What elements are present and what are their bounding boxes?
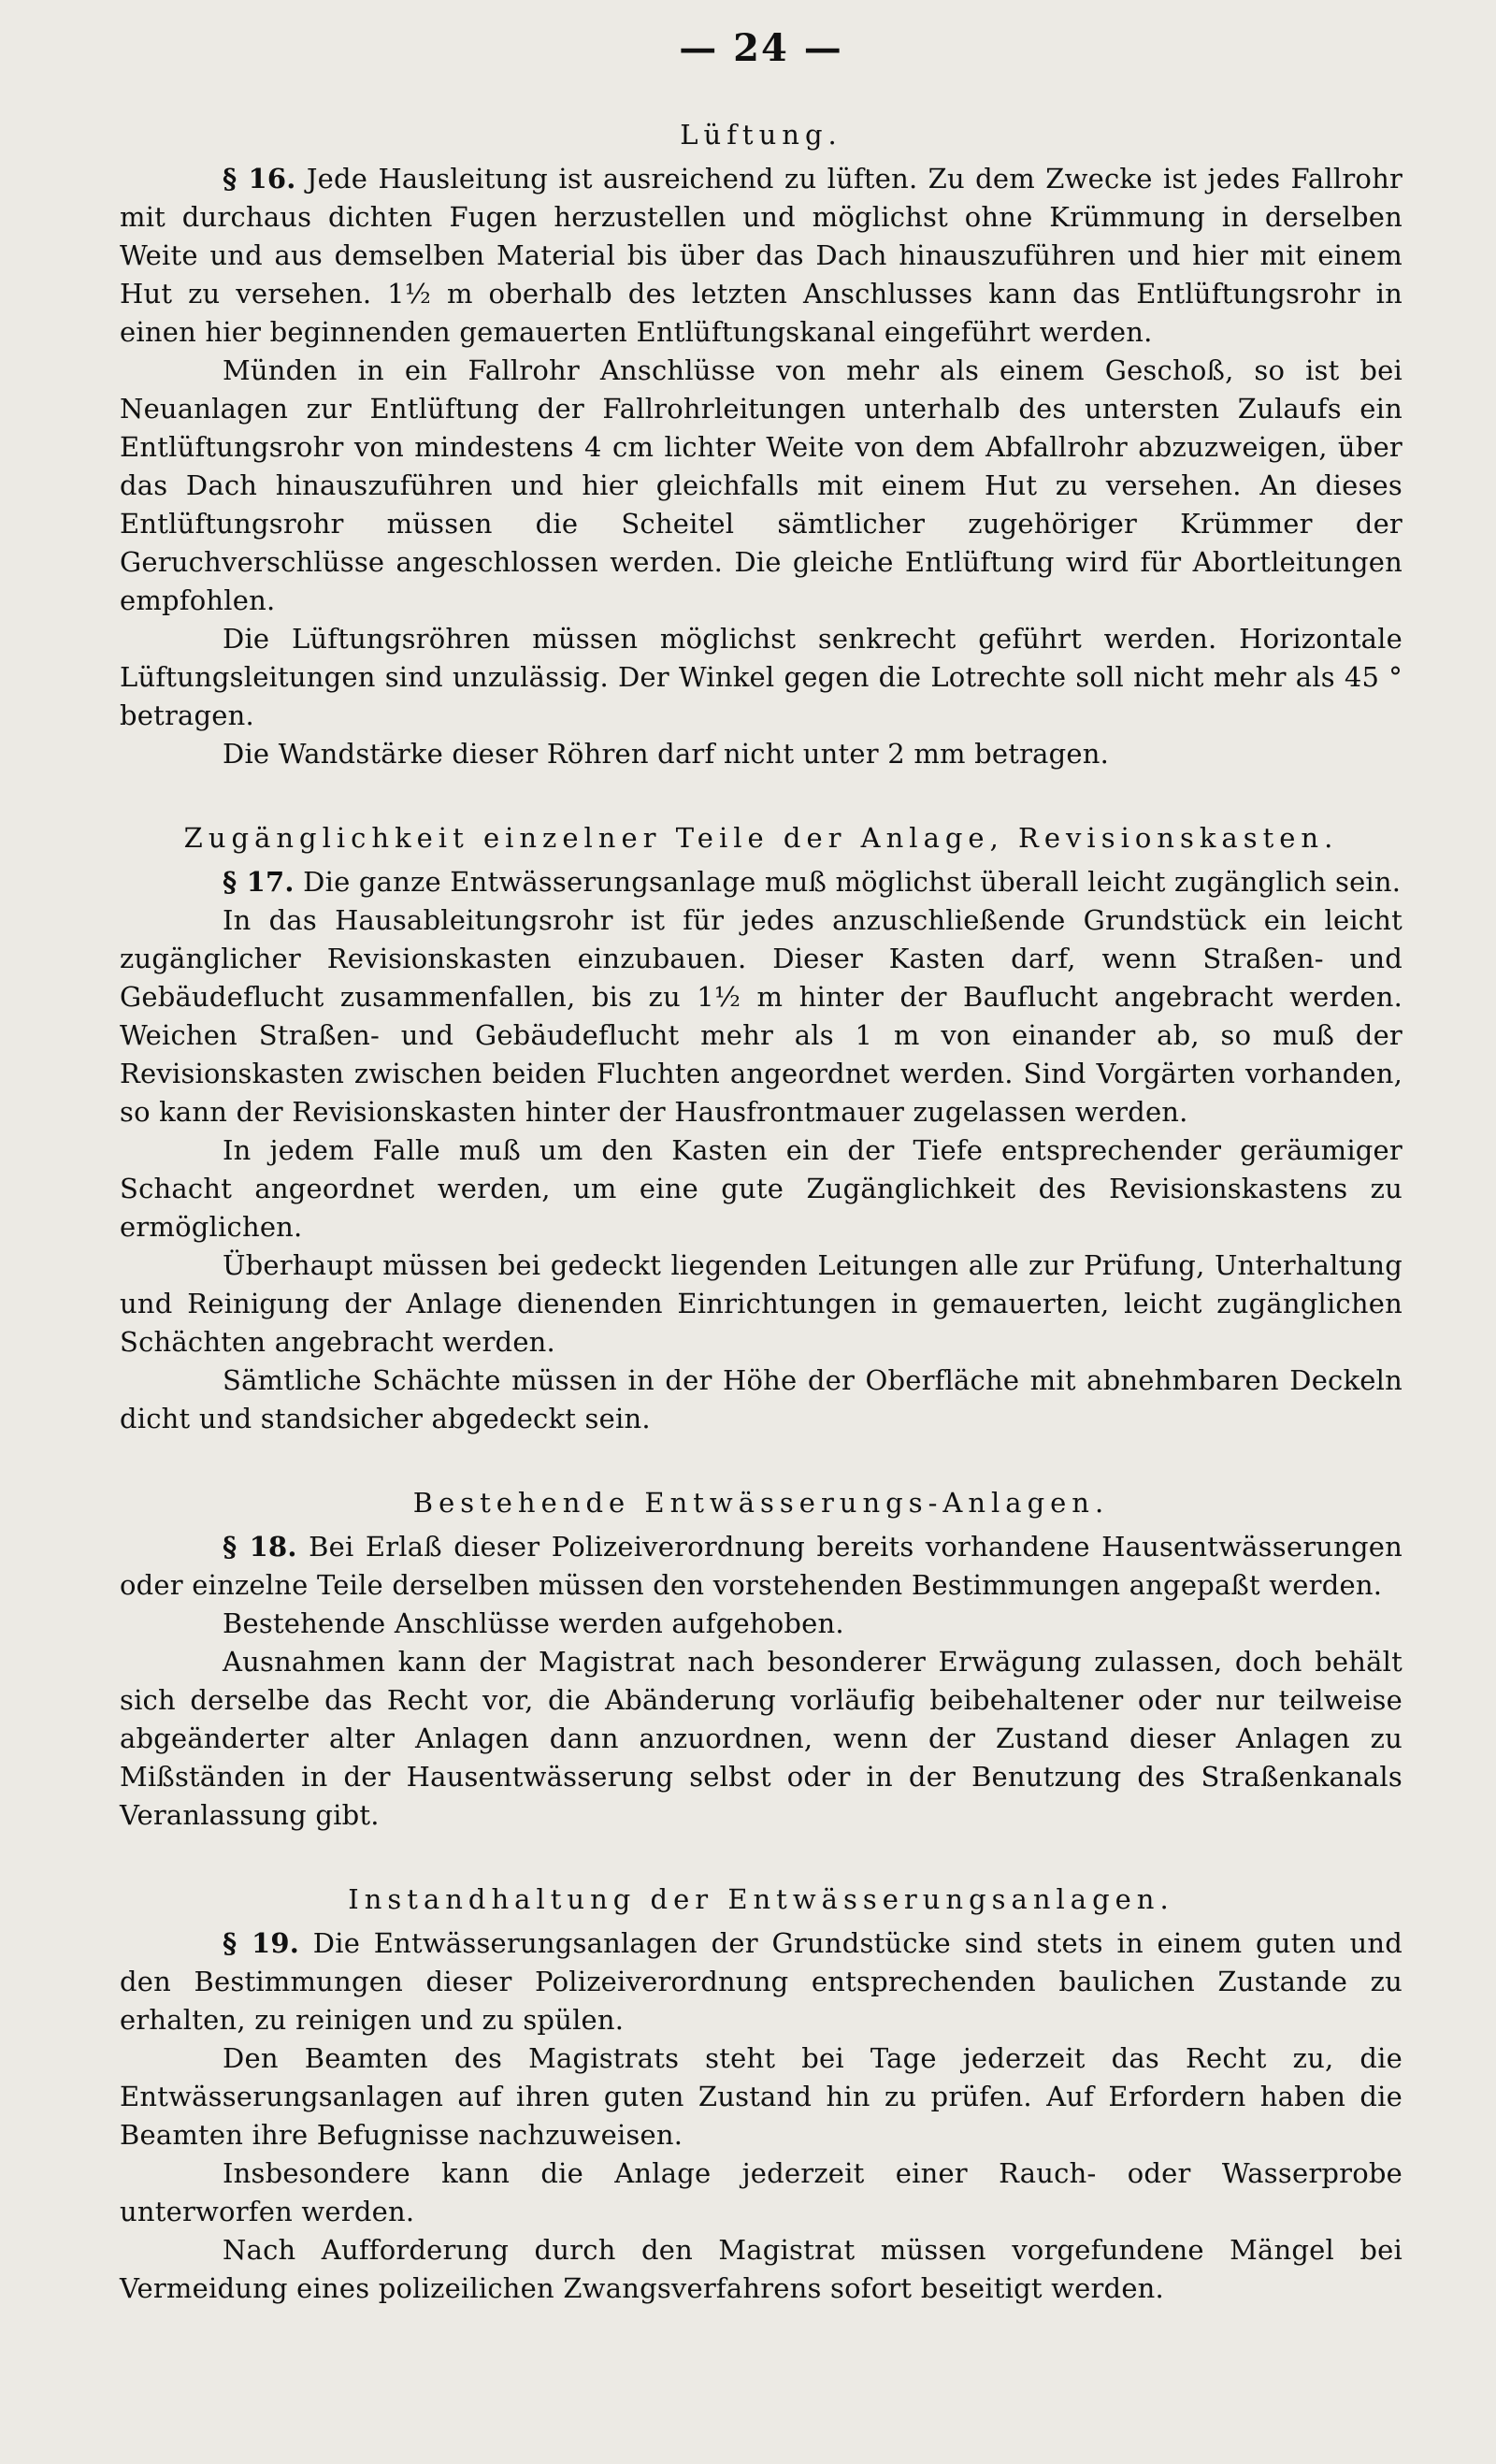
paragraph [120, 1362, 1402, 1438]
paragraph [120, 2231, 1402, 2308]
paragraph-text: Sämtliche Schächte müssen in der Höhe der Oberfläche mit abnehmbaren Deckeln dicht und standsicher abgedeckt sein. [120, 1364, 1402, 1434]
paragraph-text: In das Hausableitungsrohr ist für jedes anzuschließende Grundstück ein leicht zugänglicher Revisionskasten einzubauen. Dieser Kasten darf, wenn Straßen- und Gebäudeflucht zusammenfallen, bis zu 1½ m hinter der Bauflucht angebracht werden. Weichen Straßen- und Gebäudeflucht mehr als 1 m von einander ab, so muß der Revisionskasten zwischen beiden Fluchten angeordnet werden. Sind Vorgärten vorhanden, so kann der Revisionskasten hinter der Hausfrontmauer zugelassen werden. [120, 904, 1402, 1128]
section-heading: Lüftung. [680, 119, 842, 151]
section [120, 119, 1402, 773]
paragraph-text: Den Beamten des Magistrats steht bei Tage jederzeit das Recht zu, die Entwässerungsanlagen auf ihren guten Zustand hin zu prüfen. Auf Erfordern haben die Beamten ihre Befugnisse nachzuweisen. [120, 2042, 1402, 2151]
paragraph [120, 2154, 1402, 2231]
paragraph-text: Die ganze Entwässerungsanlage muß möglichst überall leicht zugänglich sein. [303, 866, 1402, 898]
section-heading: Bestehende Entwässerungs-Anlagen. [412, 1487, 1110, 1519]
paragraph-text: Münden in ein Fallrohr Anschlüsse von mehr als einem Geschoß, so ist bei Neuanlagen zur Entlüftung der Fallrohrleitungen unterhalb des untersten Zulaufs ein Entlüftungsrohr von mindestens 4 cm lichter Weite von dem Abfallrohr abzuzweigen, über das Dach hinauszuführen und hier gleichfalls mit einem Hut zu versehen. An dieses Entlüftungsrohr müssen die Scheitel sämtlicher zugehöriger Krümmer der Geruchverschlüsse angeschlossen werden. Die gleiche Entlüftung wird für Abortleitungen empfohlen. [120, 354, 1402, 616]
paragraph [120, 1246, 1402, 1362]
paragraph [120, 1643, 1402, 1835]
paragraph [120, 863, 1402, 901]
paragraph [120, 620, 1402, 735]
paragraph-text: Nach Aufforderung durch den Magistrat müssen vorgefundene Mängel bei Vermeidung eines polizeilichen Zwangsverfahrens sofort beseitigt werden. [120, 2234, 1402, 2304]
section-heading: Zugänglichkeit einzelner Teile der Anlage, Revisionskasten. [183, 822, 1339, 854]
paragraph [120, 901, 1402, 1131]
paragraph-number: § 16. [223, 163, 296, 195]
paragraph [120, 1924, 1402, 2039]
section [120, 1487, 1402, 1835]
section [120, 1883, 1402, 2308]
paragraph-text: Jede Hausleitung ist ausreichend zu lüften. Zu dem Zwecke ist jedes Fallrohr mit durchaus dichten Fugen herzustellen und möglichst ohne Krümmung in derselben Weite und aus demselben Material bis über das Dach hinauszuführen und hier mit einem Hut zu versehen. 1½ m oberhalb des letzten Anschlusses kann das Entlüftungsrohr in einen hier beginnenden gemauerten Entlüftungskanal eingeführt werden. [120, 163, 1403, 348]
paragraph-text: Die Wandstärke dieser Röhren darf nicht unter 2 mm betragen. [223, 738, 1110, 770]
paragraph [120, 352, 1402, 620]
paragraph [120, 160, 1402, 352]
paragraph-text: Insbesondere kann die Anlage jederzeit einer Rauch- oder Wasserprobe unterworfen werden. [120, 2157, 1402, 2227]
paragraph-text: Überhaupt müssen bei gedeckt liegenden Leitungen alle zur Prüfung, Unterhaltung und Reinigung der Anlage dienenden Einrichtungen in gemauerten, leicht zugänglichen Schächten angebracht werden. [120, 1249, 1402, 1358]
paragraph [120, 1605, 1402, 1643]
paragraph-text: In jedem Falle muß um den Kasten ein der Tiefe entsprechender geräumiger Schacht angeordnet werden, um eine gute Zugänglichkeit des Revisionskastens zu ermöglichen. [120, 1134, 1402, 1243]
section-heading: Instandhaltung der Entwässerungsanlagen. [348, 1883, 1174, 1915]
sections-container [120, 119, 1402, 2308]
page-number: — 24 — [679, 26, 843, 70]
paragraph-number: § 17. [223, 866, 295, 898]
paragraph-text: Bei Erlaß dieser Polizeiverordnung bereits vorhandene Hausentwässerungen oder einzelne Teile derselben müssen den vorstehenden Bestimmungen angepaßt werden. [120, 1531, 1403, 1601]
paragraph [120, 1528, 1402, 1605]
paragraph [120, 2039, 1402, 2154]
paragraph-text: Ausnahmen kann der Magistrat nach besonderer Erwägung zulassen, doch behält sich derselbe das Recht vor, die Abänderung vorläufig beibehaltener oder nur teilweise abgeänderter alter Anlagen dann anzuordnen, wenn der Zustand dieser Anlagen zu Mißständen in der Hausentwässerung selbst oder in der Benutzung des Straßenkanals Veranlassung gibt. [120, 1646, 1402, 1831]
paragraph-text: Bestehende Anschlüsse werden aufgehoben. [223, 1607, 844, 1639]
paragraph-text: Die Entwässerungsanlagen der Grundstücke sind stets in einem guten und den Bestimmungen dieser Polizeiverordnung entsprechenden baulichen Zustande zu erhalten, zu reinigen und zu spülen. [120, 1927, 1403, 2036]
paragraph-number: § 18. [223, 1531, 297, 1563]
paragraph-number: § 19. [223, 1927, 300, 1959]
section [120, 822, 1402, 1438]
paragraph [120, 1131, 1402, 1246]
paragraph [120, 735, 1402, 773]
paragraph-text: Die Lüftungsröhren müssen möglichst senkrecht geführt werden. Horizontale Lüftungsleitungen sind unzulässig. Der Winkel gegen die Lotrechte soll nicht mehr als 45 ° betragen. [120, 623, 1402, 731]
